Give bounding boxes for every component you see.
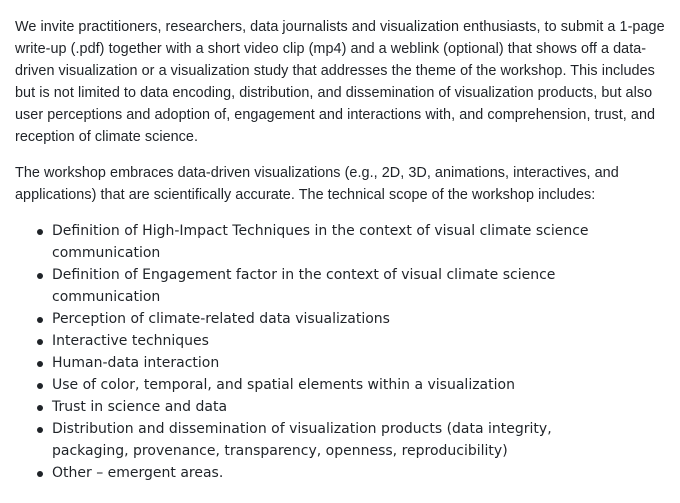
bullet-icon bbox=[37, 229, 43, 235]
list-item-text: Trust in science and data bbox=[52, 399, 228, 415]
list-item bbox=[15, 462, 632, 484]
list-item bbox=[15, 330, 632, 352]
bullet-icon bbox=[37, 471, 43, 477]
bullet-icon bbox=[37, 317, 43, 323]
bullet-icon bbox=[37, 383, 43, 389]
call-for-submissions bbox=[15, 16, 670, 484]
list-item bbox=[15, 264, 632, 308]
bullet-icon bbox=[37, 339, 43, 345]
list-item-text: Interactive techniques bbox=[52, 333, 209, 349]
intro-paragraph: We invite practitioners, researchers, data journalists and visualization enthusiasts, to submit a 1-page write-up (.pdf) together with a short video clip (mp4) and a weblink (optional) that shows off a data-driven visualization or a visualization study that addresses the theme of the workshop. This includes but is not limited to data encoding, distribution, and dissemination of visualization products, but also user perceptions and adoption of, engagement and interactions with, and comprehension, trust, and reception of climate science. bbox=[15, 19, 665, 145]
list-item bbox=[15, 396, 632, 418]
list-item-text: Human-data interaction bbox=[52, 355, 220, 371]
bullet-icon bbox=[37, 273, 43, 279]
list-item bbox=[15, 418, 632, 462]
list-item-text: Perception of climate-related data visualizations bbox=[52, 311, 390, 327]
list-item-text: Definition of High-Impact Techniques in the context of visual climate science communication bbox=[52, 223, 589, 261]
list-item-text: Other – emergent areas. bbox=[52, 465, 224, 481]
list-item bbox=[15, 374, 632, 396]
list-item-text: Definition of Engagement factor in the context of visual climate science communication bbox=[52, 267, 556, 305]
bullet-icon bbox=[37, 405, 43, 411]
list-item bbox=[15, 220, 632, 264]
list-item-text: Use of color, temporal, and spatial elements within a visualization bbox=[52, 377, 515, 393]
bullet-icon bbox=[37, 361, 43, 367]
list-item bbox=[15, 308, 632, 330]
list-item-text: Distribution and dissemination of visualization products (data integrity, packaging, provenance, transparency, openness, reproducibility) bbox=[52, 421, 552, 459]
bullet-icon bbox=[37, 427, 43, 433]
list-item bbox=[15, 352, 632, 374]
topics-list bbox=[15, 220, 670, 484]
scope-paragraph: The workshop embraces data-driven visualizations (e.g., 2D, 3D, animations, interactives, and applications) that are scientifically accurate. The technical scope of the workshop includes: bbox=[15, 165, 619, 203]
